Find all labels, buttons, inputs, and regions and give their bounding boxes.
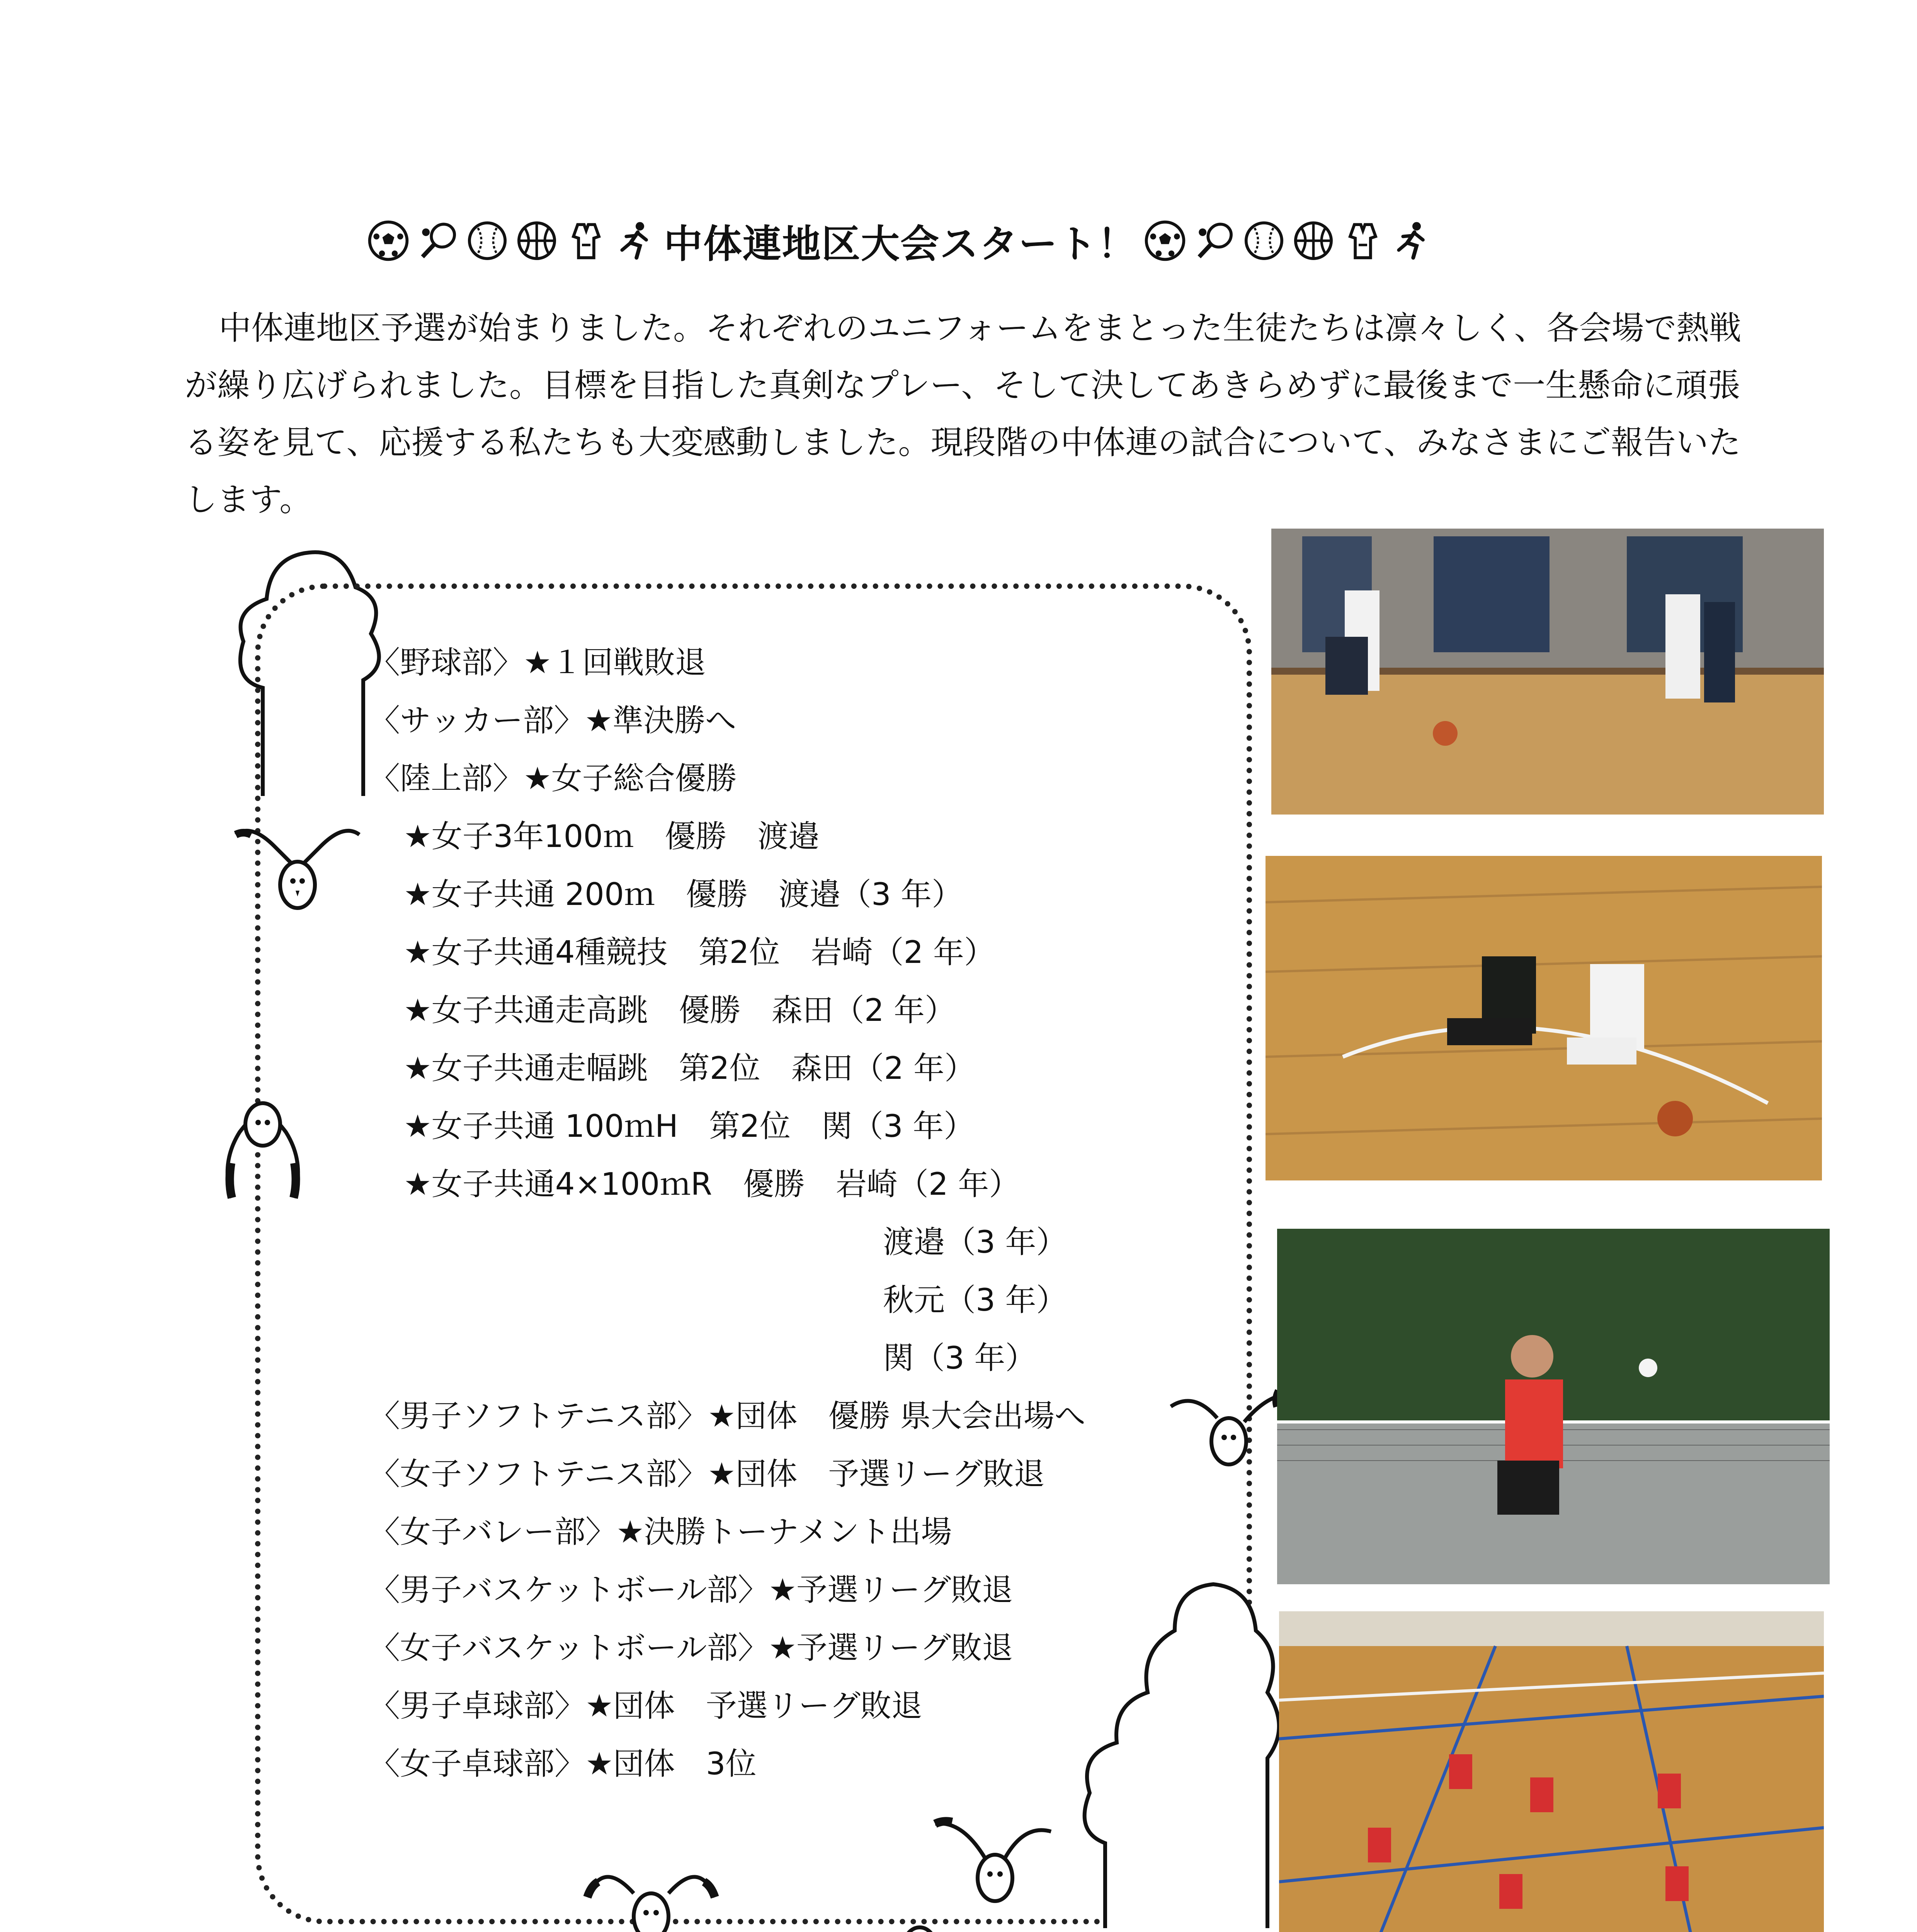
result-line: 〈陸上部〉★女子総合優勝 (369, 760, 737, 796)
results-list (369, 634, 1258, 1793)
title-row (367, 212, 1434, 270)
baseball-icon (466, 219, 509, 262)
result-line: ★女子共通 100ｍH 第2位 関（3 年） (404, 1108, 975, 1144)
uniform-icon (565, 219, 607, 262)
result-line: 〈男子バスケットボール部〉★予選リーグ敗退 (369, 1572, 1013, 1608)
basketball-icon (1292, 219, 1335, 262)
basketball-icon (515, 219, 558, 262)
result-line: ★女子共通走幅跳 第2位 森田（2 年） (404, 1050, 975, 1086)
result-line: ★女子共通 200ｍ 優勝 渡邉（3 年） (404, 876, 963, 912)
photo-basketball-game-2 (1266, 856, 1822, 1180)
bird-illustration (877, 1905, 962, 1932)
result-line: ★女子共通走高跳 優勝 森田（2 年） (404, 992, 956, 1028)
tennis-racket-icon (417, 219, 459, 262)
runner-icon (1391, 219, 1434, 262)
result-line: 〈女子ソフトテニス部〉★団体 予選リーグ敗退 (369, 1456, 1045, 1492)
baseball-icon (1243, 219, 1285, 262)
result-line: 〈女子卓球部〉★団体 3位 (369, 1746, 757, 1782)
result-line: ★女子共通4×100ｍR 優勝 岩崎（2 年） (404, 1166, 1020, 1202)
result-line: 〈女子バスケットボール部〉★予選リーグ敗退 (369, 1630, 1013, 1666)
result-line: 〈野球部〉★１回戦敗退 (369, 645, 706, 680)
photo-basketball-game-1 (1271, 529, 1824, 815)
result-line: 渡邉（3 年） (883, 1224, 1067, 1260)
intro-paragraph: 中体連地区予選が始まりました。それぞれのユニフォームをまとった生徒たちは凛々しく、各会場で熱戦が繰り広げられました。目標を目指した真剣なプレー、そして決してあきらめずに最後まで一生懸命に頑張る姿を見て、応援する私たちも大変感動しました。現段階の中体連の試合について、みなさまにご報告いたします。 (185, 309, 1742, 519)
page-title: 中体連地区大会スタート！ (664, 221, 1137, 267)
tennis-racket-icon (1193, 219, 1236, 262)
result-line: 秋元（3 年） (883, 1282, 1067, 1318)
soccer-ball-icon (367, 219, 410, 262)
photo-soft-tennis (1277, 1229, 1830, 1584)
result-line: 〈男子ソフトテニス部〉★団体 優勝 県大会出場へ (369, 1398, 1085, 1434)
result-line: ★女子共通4種競技 第2位 岩崎（2 年） (404, 934, 995, 970)
result-line: ★女子3年100ｍ 優勝 渡邉 (404, 818, 820, 854)
soccer-ball-icon (1144, 219, 1186, 262)
bird-illustration (927, 1801, 1059, 1917)
uniform-icon (1342, 219, 1384, 262)
photo-volleyball (1279, 1611, 1824, 1932)
result-line: 〈女子バレー部〉★決勝トーナメント出場 (369, 1514, 952, 1550)
result-line: 〈男子卓球部〉★団体 予選リーグ敗退 (369, 1688, 922, 1724)
bird-illustration (216, 1086, 309, 1202)
runner-icon (614, 219, 657, 262)
result-line: 〈サッカー部〉★準決勝へ (369, 702, 737, 738)
bird-illustration (228, 819, 367, 920)
result-line: 関（3 年） (883, 1340, 1036, 1376)
bird-illustration (580, 1851, 723, 1932)
